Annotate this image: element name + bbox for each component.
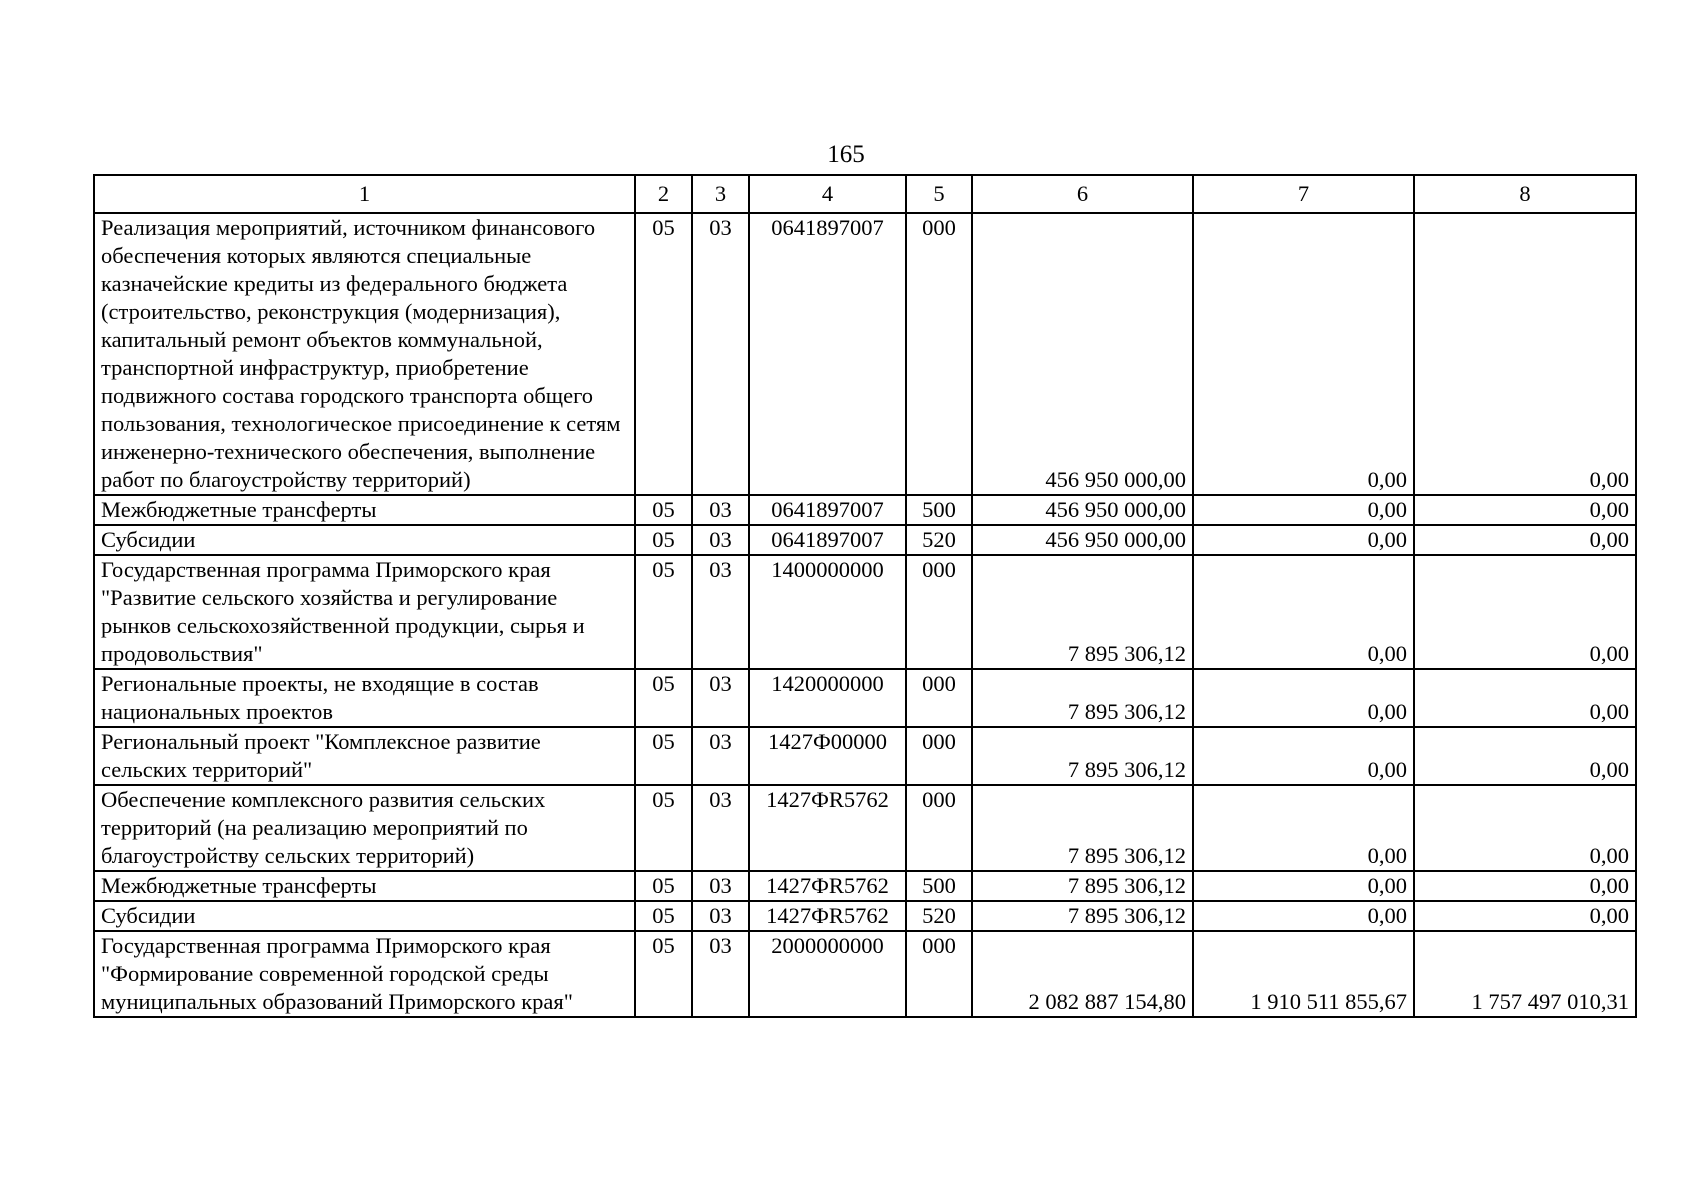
expense-type-code: 520 <box>906 525 972 555</box>
amount-col-7: 0,00 <box>1193 669 1414 727</box>
amount-col-7: 0,00 <box>1193 555 1414 669</box>
row-name: Государственная программа Приморского края "Развитие сельского хозяйства и регулирование рынков сельскохозяйственной продукции, сырья и продовольствия" <box>94 555 635 669</box>
subsection-code: 03 <box>692 931 749 1017</box>
subsection-code: 03 <box>692 555 749 669</box>
expense-type-code: 000 <box>906 669 972 727</box>
amount-col-6: 456 950 000,00 <box>972 213 1193 495</box>
amount-col-8: 0,00 <box>1414 669 1636 727</box>
target-article-code: 1427Ф00000 <box>749 727 906 785</box>
target-article-code: 1427ФR5762 <box>749 871 906 901</box>
page-number: 165 <box>827 141 865 168</box>
budget-table <box>93 174 1637 1018</box>
amount-col-7: 0,00 <box>1193 901 1414 931</box>
amount-col-8: 0,00 <box>1414 871 1636 901</box>
row-name: Субсидии <box>94 525 635 555</box>
amount-col-6: 2 082 887 154,80 <box>972 931 1193 1017</box>
expense-type-code: 000 <box>906 727 972 785</box>
header-col-4: 4 <box>749 175 906 213</box>
amount-col-7: 0,00 <box>1193 871 1414 901</box>
section-code: 05 <box>635 727 692 785</box>
section-code: 05 <box>635 495 692 525</box>
expense-type-code: 000 <box>906 785 972 871</box>
table-row <box>94 727 1636 785</box>
subsection-code: 03 <box>692 213 749 495</box>
amount-col-8: 0,00 <box>1414 785 1636 871</box>
header-col-1: 1 <box>94 175 635 213</box>
expense-type-code: 000 <box>906 555 972 669</box>
expense-type-code: 520 <box>906 901 972 931</box>
amount-col-6: 7 895 306,12 <box>972 871 1193 901</box>
section-code: 05 <box>635 931 692 1017</box>
amount-col-8: 0,00 <box>1414 213 1636 495</box>
header-col-3: 3 <box>692 175 749 213</box>
amount-col-8: 0,00 <box>1414 901 1636 931</box>
header-col-5: 5 <box>906 175 972 213</box>
row-name: Государственная программа Приморского края "Формирование современной городской среды муниципальных образований Приморского края" <box>94 931 635 1017</box>
row-name: Региональный проект "Комплексное развитие сельских территорий" <box>94 727 635 785</box>
amount-col-6: 7 895 306,12 <box>972 901 1193 931</box>
amount-col-7: 0,00 <box>1193 785 1414 871</box>
subsection-code: 03 <box>692 727 749 785</box>
expense-type-code: 500 <box>906 495 972 525</box>
table-row <box>94 669 1636 727</box>
target-article-code: 0641897007 <box>749 495 906 525</box>
amount-col-7: 1 910 511 855,67 <box>1193 931 1414 1017</box>
header-col-2: 2 <box>635 175 692 213</box>
amount-col-8: 0,00 <box>1414 555 1636 669</box>
target-article-code: 1400000000 <box>749 555 906 669</box>
expense-type-code: 000 <box>906 213 972 495</box>
amount-col-8: 1 757 497 010,31 <box>1414 931 1636 1017</box>
table-row <box>94 213 1636 495</box>
amount-col-6: 7 895 306,12 <box>972 785 1193 871</box>
subsection-code: 03 <box>692 669 749 727</box>
subsection-code: 03 <box>692 525 749 555</box>
target-article-code: 1427ФR5762 <box>749 901 906 931</box>
target-article-code: 2000000000 <box>749 931 906 1017</box>
subsection-code: 03 <box>692 871 749 901</box>
row-name: Межбюджетные трансферты <box>94 871 635 901</box>
section-code: 05 <box>635 871 692 901</box>
amount-col-6: 7 895 306,12 <box>972 727 1193 785</box>
target-article-code: 1420000000 <box>749 669 906 727</box>
row-name: Межбюджетные трансферты <box>94 495 635 525</box>
amount-col-7: 0,00 <box>1193 727 1414 785</box>
table-row <box>94 931 1636 1017</box>
table-row <box>94 555 1636 669</box>
section-code: 05 <box>635 785 692 871</box>
table-row <box>94 525 1636 555</box>
row-name: Реализация мероприятий, источником финансового обеспечения которых являются специальные казначейские кредиты из федерального бюджета (строительство, реконструкция (модернизация), капитальный ремонт объектов коммунальной, транспортной инфраструктур, приобретение подвижного состава городского транспорта общего пользования, технологическое присоединение к сетям инженерно-технического обеспечения, выполнение работ по благоустройству территорий) <box>94 213 635 495</box>
table-row <box>94 871 1636 901</box>
row-name: Обеспечение комплексного развития сельских территорий (на реализацию мероприятий по благоустройству сельских территорий) <box>94 785 635 871</box>
row-name: Региональные проекты, не входящие в состав национальных проектов <box>94 669 635 727</box>
section-code: 05 <box>635 555 692 669</box>
row-name: Субсидии <box>94 901 635 931</box>
table-row <box>94 901 1636 931</box>
section-code: 05 <box>635 525 692 555</box>
amount-col-7: 0,00 <box>1193 525 1414 555</box>
amount-col-8: 0,00 <box>1414 525 1636 555</box>
header-col-7: 7 <box>1193 175 1414 213</box>
table-row <box>94 495 1636 525</box>
amount-col-7: 0,00 <box>1193 495 1414 525</box>
target-article-code: 0641897007 <box>749 525 906 555</box>
header-col-8: 8 <box>1414 175 1636 213</box>
header-col-6: 6 <box>972 175 1193 213</box>
amount-col-8: 0,00 <box>1414 727 1636 785</box>
subsection-code: 03 <box>692 785 749 871</box>
section-code: 05 <box>635 901 692 931</box>
amount-col-6: 7 895 306,12 <box>972 555 1193 669</box>
header-row <box>94 175 1636 213</box>
target-article-code: 1427ФR5762 <box>749 785 906 871</box>
subsection-code: 03 <box>692 495 749 525</box>
table-row <box>94 785 1636 871</box>
amount-col-8: 0,00 <box>1414 495 1636 525</box>
section-code: 05 <box>635 669 692 727</box>
expense-type-code: 500 <box>906 871 972 901</box>
amount-col-6: 7 895 306,12 <box>972 669 1193 727</box>
amount-col-6: 456 950 000,00 <box>972 495 1193 525</box>
section-code: 05 <box>635 213 692 495</box>
amount-col-7: 0,00 <box>1193 213 1414 495</box>
target-article-code: 0641897007 <box>749 213 906 495</box>
subsection-code: 03 <box>692 901 749 931</box>
expense-type-code: 000 <box>906 931 972 1017</box>
amount-col-6: 456 950 000,00 <box>972 525 1193 555</box>
